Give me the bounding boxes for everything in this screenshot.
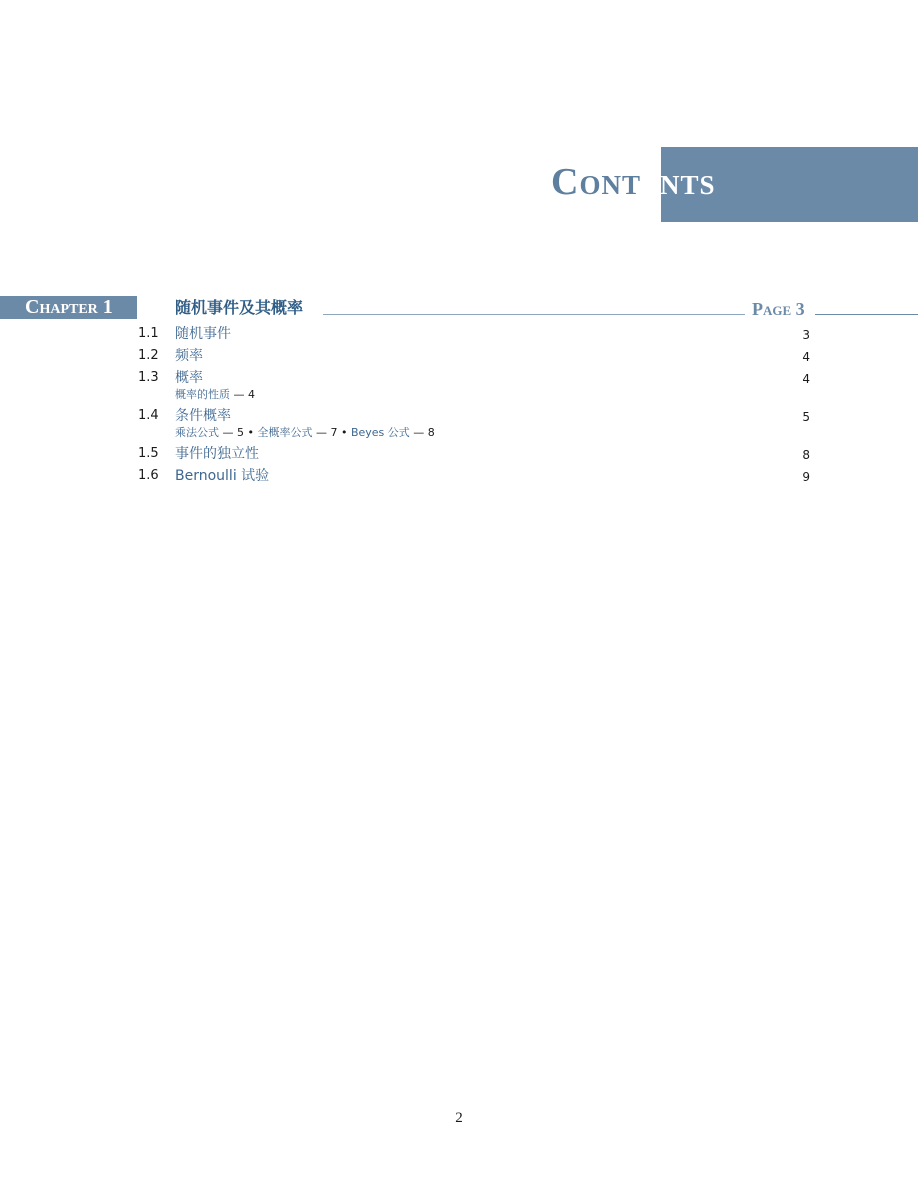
subsection-title[interactable]: Beyes 公式 [350, 426, 410, 439]
section-number: 1.6 [138, 468, 159, 483]
subsection-title[interactable]: 概率的性质 [175, 388, 230, 401]
chapter-page[interactable]: Page 3 [752, 299, 805, 319]
section-title[interactable]: 频率 [175, 348, 203, 364]
section-page: 3 [802, 328, 810, 342]
section-page: 4 [802, 372, 810, 386]
section-title[interactable]: Bernoulli 试验 [175, 468, 270, 484]
section-number: 1.1 [138, 326, 159, 341]
section-number: 1.3 [138, 370, 159, 385]
section-page: 8 [802, 448, 810, 462]
subsection-list: 概率的性质 — 4 [175, 388, 255, 401]
page-number: 2 [455, 1110, 463, 1126]
contents-title-part1: Cont [551, 161, 641, 203]
chapter-trailing-rule [815, 314, 918, 315]
subsection-list: 乘法公式 — 5 • 全概率公式 — 7 • Beyes 公式 — 8 [175, 426, 435, 439]
section-title[interactable]: 随机事件 [175, 326, 231, 342]
subsection-title[interactable]: 全概率公式 [257, 426, 313, 439]
section-title[interactable]: 概率 [175, 370, 203, 386]
section-page: 5 [802, 410, 810, 424]
section-title[interactable]: 条件概率 [175, 408, 231, 424]
subsection-page: 8 [427, 426, 435, 439]
chapter-label: Chapter 1 [25, 296, 113, 318]
subsection-page: 7 [330, 426, 338, 439]
section-number: 1.4 [138, 408, 159, 423]
subsection-title[interactable]: 乘法公式 [175, 426, 219, 439]
chapter-leader-rule [323, 314, 745, 315]
section-page: 9 [802, 470, 810, 484]
section-title[interactable]: 事件的独立性 [175, 446, 259, 462]
chapter-title[interactable]: 随机事件及其概率 [175, 298, 304, 317]
subsection-page: 5 [237, 426, 244, 439]
section-number: 1.2 [138, 348, 159, 363]
section-number: 1.5 [138, 446, 159, 461]
subsection-page: 4 [248, 388, 255, 401]
section-page: 4 [802, 350, 810, 364]
contents-title-part2: ents [640, 161, 716, 203]
contents-title [551, 160, 716, 204]
